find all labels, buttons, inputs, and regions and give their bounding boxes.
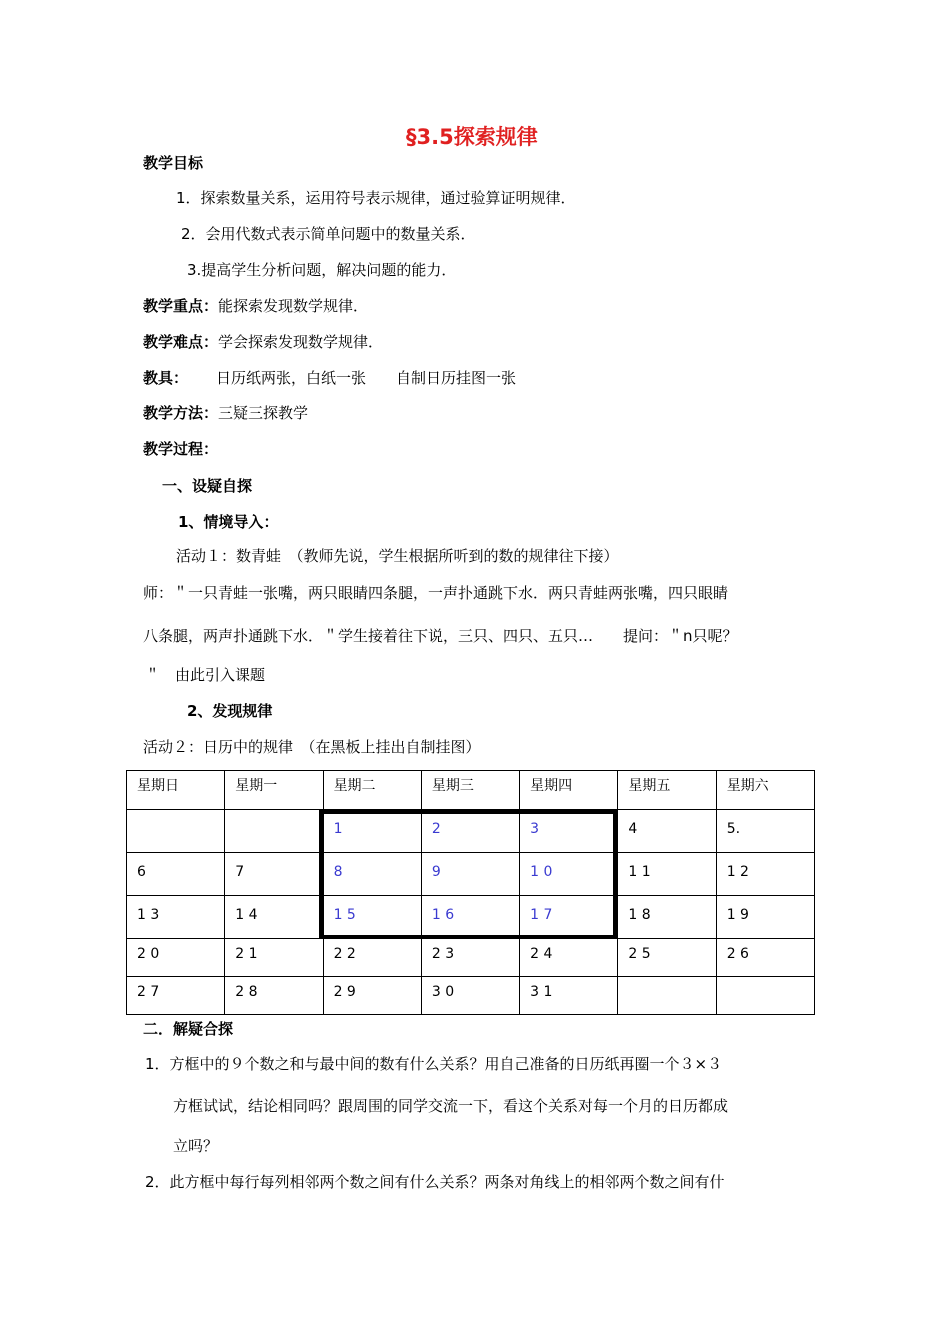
weekday-header: 星期六 — [716, 771, 814, 810]
day-cell: 3 0 — [421, 977, 519, 1015]
difficulty-row — [143, 333, 383, 351]
goal-item: 2．会用代数式表示简单问题中的数量关系． — [181, 225, 476, 243]
weekday-header: 星期日 — [127, 771, 225, 810]
key-point-text: 能探索发现数学规律． — [218, 297, 369, 315]
question-line: 方框试试，结论相同吗？跟周围的同学交流一下，看这个关系对每一个月的日历都成 — [173, 1097, 729, 1115]
weekday-header: 星期三 — [421, 771, 519, 810]
goals-heading: 教学目标 — [143, 154, 204, 172]
day-cell: 6 — [127, 853, 225, 896]
tools-row — [143, 369, 516, 387]
day-cell — [716, 977, 814, 1015]
weekday-header: 星期一 — [225, 771, 323, 810]
day-cell: 7 — [225, 853, 323, 896]
day-cell-highlighted: 2 — [421, 810, 519, 853]
day-cell: 1 4 — [225, 896, 323, 939]
paragraph-line: ＂ 由此引入课题 — [145, 666, 266, 684]
day-cell: 2 1 — [225, 939, 323, 977]
day-cell: 2 7 — [127, 977, 225, 1015]
method-row — [143, 404, 308, 422]
difficulty-label: 教学难点： — [143, 333, 219, 351]
day-cell: 2 6 — [716, 939, 814, 977]
weekday-header: 星期四 — [520, 771, 618, 810]
day-cell-highlighted: 1 — [323, 810, 421, 853]
method-label: 教学方法： — [143, 404, 219, 422]
day-cell: 2 0 — [127, 939, 225, 977]
paragraph-line: 八条腿，两声扑通跳下水．＂学生接着往下说，三只、四只、五只… 提问：＂n只呢？ — [143, 627, 738, 645]
weekday-header: 星期五 — [618, 771, 716, 810]
section-heading: 二．解疑合探 — [143, 1020, 234, 1038]
day-cell-highlighted: 1 0 — [520, 853, 618, 896]
day-cell — [225, 810, 323, 853]
highlight-frame — [319, 810, 617, 939]
weekday-header: 星期二 — [323, 771, 421, 810]
day-cell: 1 3 — [127, 896, 225, 939]
method-text: 三疑三探教学 — [218, 404, 309, 422]
day-cell: 2 2 — [323, 939, 421, 977]
page-title: §3.5探索规律 — [406, 125, 538, 149]
key-point-label: 教学重点： — [143, 297, 219, 315]
day-cell-highlighted: 9 — [421, 853, 519, 896]
calendar-week-row — [127, 939, 815, 977]
day-cell: 4 — [618, 810, 716, 853]
day-cell-highlighted: 8 — [323, 853, 421, 896]
day-cell: 3 1 — [520, 977, 618, 1015]
subsection-heading: 1、情境导入： — [178, 513, 279, 531]
difficulty-text: 学会探索发现数学规律． — [218, 333, 384, 351]
goal-item: 1．探索数量关系，运用符号表示规律，通过验算证明规律． — [176, 189, 576, 207]
tools-text: 日历纸两张，白纸一张 自制日历挂图一张 — [216, 369, 517, 387]
activity-2: 活动２：日历中的规律 （在黑板上挂出自制挂图） — [143, 738, 481, 756]
day-cell-highlighted: 3 — [520, 810, 618, 853]
section-heading: 一、设疑自探 — [162, 477, 253, 495]
day-cell: 5. — [716, 810, 814, 853]
day-cell-highlighted: 1 6 — [421, 896, 519, 939]
day-cell: 1 2 — [716, 853, 814, 896]
day-cell: 2 8 — [225, 977, 323, 1015]
process-heading: 教学过程： — [143, 440, 219, 458]
subsection-heading: 2、发现规律 — [187, 702, 273, 720]
question-line: 1．方框中的９个数之和与最中间的数有什么关系？用自己准备的日历纸再圈一个３×３ — [145, 1055, 723, 1073]
day-cell: 2 9 — [323, 977, 421, 1015]
paragraph-line: 师：＂一只青蛙一张嘴，两只眼睛四条腿，一声扑通跳下水．两只青蛙两张嘴，四只眼睛 — [143, 584, 729, 602]
goal-item: 3.提高学生分析问题，解决问题的能力． — [187, 261, 457, 279]
day-cell: 1 9 — [716, 896, 814, 939]
question-line: 立吗？ — [173, 1137, 219, 1155]
day-cell: 2 5 — [618, 939, 716, 977]
day-cell: 1 8 — [618, 896, 716, 939]
tools-label: 教具： — [143, 369, 189, 387]
key-point-row — [143, 297, 368, 315]
calendar-header-row — [127, 771, 815, 810]
day-cell-highlighted: 1 5 — [323, 896, 421, 939]
question-line: 2．此方框中每行每列相邻两个数之间有什么关系？两条对角线上的相邻两个数之间有什 — [145, 1173, 725, 1191]
day-cell-highlighted: 1 7 — [520, 896, 618, 939]
activity-1: 活动１：数青蛙 （教师先说，学生根据所听到的数的规律往下接） — [176, 547, 619, 565]
day-cell: 2 4 — [520, 939, 618, 977]
calendar-week-row — [127, 977, 815, 1015]
day-cell: 2 3 — [421, 939, 519, 977]
day-cell — [127, 810, 225, 853]
day-cell — [618, 977, 716, 1015]
day-cell: 1 1 — [618, 853, 716, 896]
